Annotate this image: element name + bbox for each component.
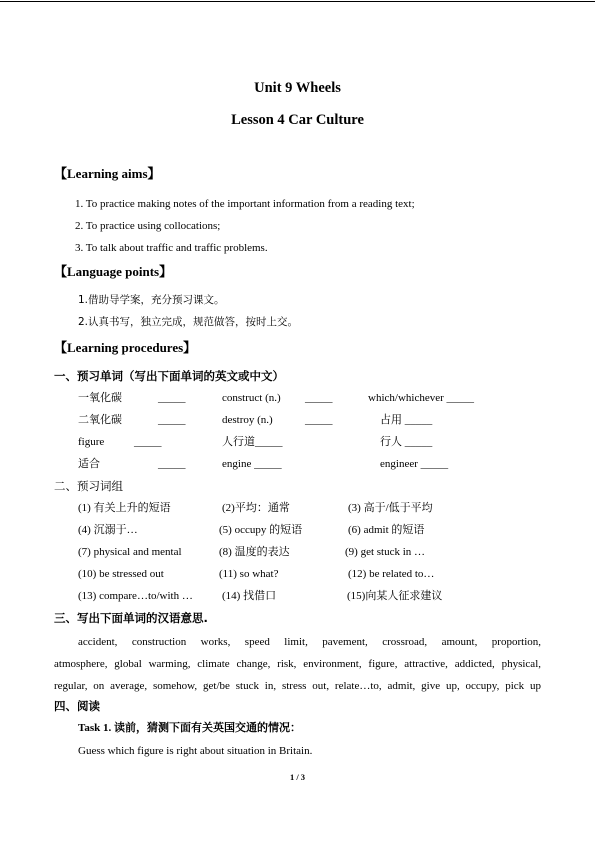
phrase-item: (1) 有关上升的短语 xyxy=(78,502,171,514)
learning-procedures-heading: 【Learning procedures】 xyxy=(54,340,197,355)
task1-heading: Task 1. 读前，猜测下面有关英国交通的情况： xyxy=(78,722,301,734)
phrase-item: (5) occupy 的短语 xyxy=(219,524,303,536)
phrase-row xyxy=(0,568,595,584)
page-title: Unit 9 Wheels xyxy=(254,80,341,96)
phrase-row xyxy=(0,546,595,562)
phrase-item: (14) 找借口 xyxy=(222,590,277,602)
part4-heading: 四、阅读 xyxy=(54,699,100,713)
vocab-term: 人行道_____ xyxy=(222,436,283,448)
vocab-row xyxy=(0,458,595,474)
phrase-item: (13) compare…to/with … xyxy=(78,590,193,602)
header-rule xyxy=(0,1,595,2)
lesson-title: Lesson 4 Car Culture xyxy=(231,112,364,128)
word-list-line: atmosphere, global warming, climate change, risk, environment, figure, attractive, addicted, physical, xyxy=(54,658,541,670)
phrase-item: (12) be related to… xyxy=(348,568,435,580)
part1-heading: 一、预习单词（写出下面单词的英文或中文） xyxy=(54,369,284,383)
phrase-item: (6) admit 的短语 xyxy=(348,524,425,536)
phrase-item: (15)向某人征求建议 xyxy=(347,590,443,602)
aim-item: 2. To practice using collocations; xyxy=(75,220,221,232)
language-point-item: 2.认真书写，独立完成，规范做答，按时上交。 xyxy=(78,316,299,328)
vocab-term: 行人 _____ xyxy=(380,436,433,448)
vocab-term: destroy (n.) xyxy=(222,414,273,426)
vocab-term: which/whichever _____ xyxy=(368,392,474,404)
phrase-row xyxy=(0,524,595,540)
vocab-term: construct (n.) xyxy=(222,392,281,404)
phrase-item: (8) 温度的表达 xyxy=(219,546,290,558)
vocab-term: 适合 xyxy=(78,458,100,470)
vocab-term: 二氧化碳 xyxy=(78,414,122,426)
vocab-blank: _____ xyxy=(305,392,333,404)
phrase-item: (3) 高于/低于平均 xyxy=(348,502,433,514)
phrase-item: (11) so what? xyxy=(219,568,279,580)
phrase-item: (4) 沉溺于… xyxy=(78,524,138,536)
vocab-term: 一氧化碳 xyxy=(78,392,122,404)
language-point-item: 1.借助导学案，充分预习课文。 xyxy=(78,294,225,306)
vocab-term: engine _____ xyxy=(222,458,282,470)
task1-instruction: Guess which figure is right about situation in Britain. xyxy=(78,745,313,757)
phrase-item: (9) get stuck in … xyxy=(345,546,426,558)
vocab-blank: _____ xyxy=(305,414,333,426)
vocab-blank: _____ xyxy=(158,414,186,426)
phrase-row xyxy=(0,502,595,518)
aim-item: 1. To practice making notes of the important information from a reading text; xyxy=(75,198,415,210)
language-points-heading: 【Language points】 xyxy=(54,264,173,279)
word-list-line: accident, construction works, speed limit, pavement, crossroad, amount, proportion, xyxy=(78,636,541,648)
vocab-blank: _____ xyxy=(158,392,186,404)
vocab-term: figure xyxy=(78,436,105,448)
word-list-line: regular, on average, somehow, get/be stuck in, stress out, relate…to, admit, give up, occupy, pick up xyxy=(54,680,541,692)
vocab-row xyxy=(0,436,595,452)
page-number: 1 / 3 xyxy=(289,772,306,782)
vocab-row xyxy=(0,414,595,430)
vocab-row xyxy=(0,392,595,408)
vocab-blank: _____ xyxy=(134,436,162,448)
aim-item: 3. To talk about traffic and traffic problems. xyxy=(75,242,268,254)
vocab-term: 占用 _____ xyxy=(380,414,433,426)
learning-aims-heading: 【Learning aims】 xyxy=(54,166,161,181)
part2-heading: 二、预习词组 xyxy=(54,479,123,493)
phrase-item: (2)平均：通常 xyxy=(222,502,290,514)
vocab-blank: _____ xyxy=(158,458,186,470)
phrase-row xyxy=(0,590,595,606)
phrase-item: (7) physical and mental xyxy=(78,546,182,558)
phrase-item: (10) be stressed out xyxy=(78,568,164,580)
vocab-term: engineer _____ xyxy=(380,458,449,470)
part3-heading: 三、写出下面单词的汉语意思. xyxy=(54,611,208,625)
